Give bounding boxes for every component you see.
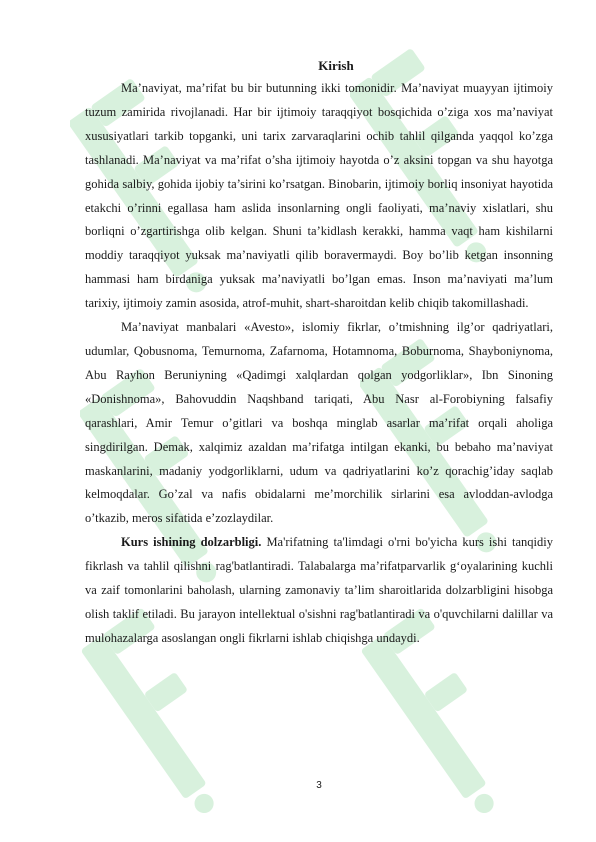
paragraph-text: Ma’naviyat, ma’rifat bu bir butunning ikki tomonidir. Ma’naviyat muayyan ijtimoiy tuzum zamirida rivojlanadi. Har bir ijtimoiy taraqqiyot bosqichida o’ziga xos ma’naviyat xususiyatlari tarkib topganki, uni tarix zarvaraqlarini ochib tahlil qilganda yaqqol ko’zga tashlanadi. Ma’naviyat va ma’rifat o’sha ijtimoiy hayotda o’z aksini topgan va shu hayotga gohida salbiy, gohida ijobiy ta’sirini ko’rsatgan. Binobarin, ijtimoiy borliq insoniyat hayotida etakchi o’rinni egallasa ham aslida insonlarning ongli faoliyati, ma’naviy xislatlari, shu borliqni o’zgartirishga olib kelgan. Shuni ta’kidlash kerakki, hamma vaqt ham kishilarni moddiy taraqqiyot yuksak ma’naviyatli qilib boravermaydi. Boy bo’lib ketgan insonning hammasi ham birdaniga yuksak ma’naviyatli bo’lgan emas. Inson ma’naviyati ma’lum tarixiy, ijtimoiy zamin asosida, atrof-muhit, shart-sharoitdan kelib chiqib takomillashadi. (85, 81, 553, 311)
paragraph-text: Ma’naviyat manbalari «Avesto», islomiy fikrlar, o’tmishning ilg’or qadriyatlari, udumlar, Qobusnoma, Temurnoma, Zafarnoma, Hotamnoma, Boburnoma, Shayboniynoma, Abu Rayhon Beruniyning «Qadimgi xalqlardan qolgan yodgorliklar», Ibn Sinoning «Donishnoma», Bahovuddin Naqshband tariqati, Abu Nasr al-Forobiyning falsafiy qarashlari, Amir Temur o’gitlari va boshqa minglab asarlar ma’rifat orqali aholiga singdirilgan. Demak, xalqimiz azaldan ma’rifatga intilgan ekanki, bu bebaho ma’naviyat maskanlarini, madaniy yodgorliklarni, udum va qadriyatlarini ko’z qorachig’iday saqlab kelmoqdalar. Go’zal va nafis obidalarni me’morchilik sirlarini esa avloddan-avlodga o’tkazib, meros sifatida e’zozlaydilar. (85, 320, 553, 526)
paragraph (85, 77, 553, 316)
document-body (85, 56, 553, 651)
paragraph-text: Ma'rifatning ta'limdagi o'rni bo'yicha kurs ishi tanqidiy fikrlash va tahlil qilishni rag'batlantiradi. Talabalarga ma’rifatparvarlik g‘oyalarining kuchli va zaif tomonlarini baholash, ularning zamonaviy ta’lim sharoitlarida dolzarbligini hisobga olish taklif etiladi. Bu jarayon intellektual o'sishni rag'batlantiradi va o'quvchilarni dalillar va mulohazalarga asoslangan ongli fikrlarni ishlab chiqishga undaydi. (85, 535, 553, 645)
paragraph (85, 316, 553, 531)
page-title: Kirish (318, 58, 354, 73)
paragraph (85, 531, 553, 651)
section-heading: Kurs ishining dolzarbligi. (121, 535, 262, 550)
page-number: 3 (316, 780, 322, 791)
